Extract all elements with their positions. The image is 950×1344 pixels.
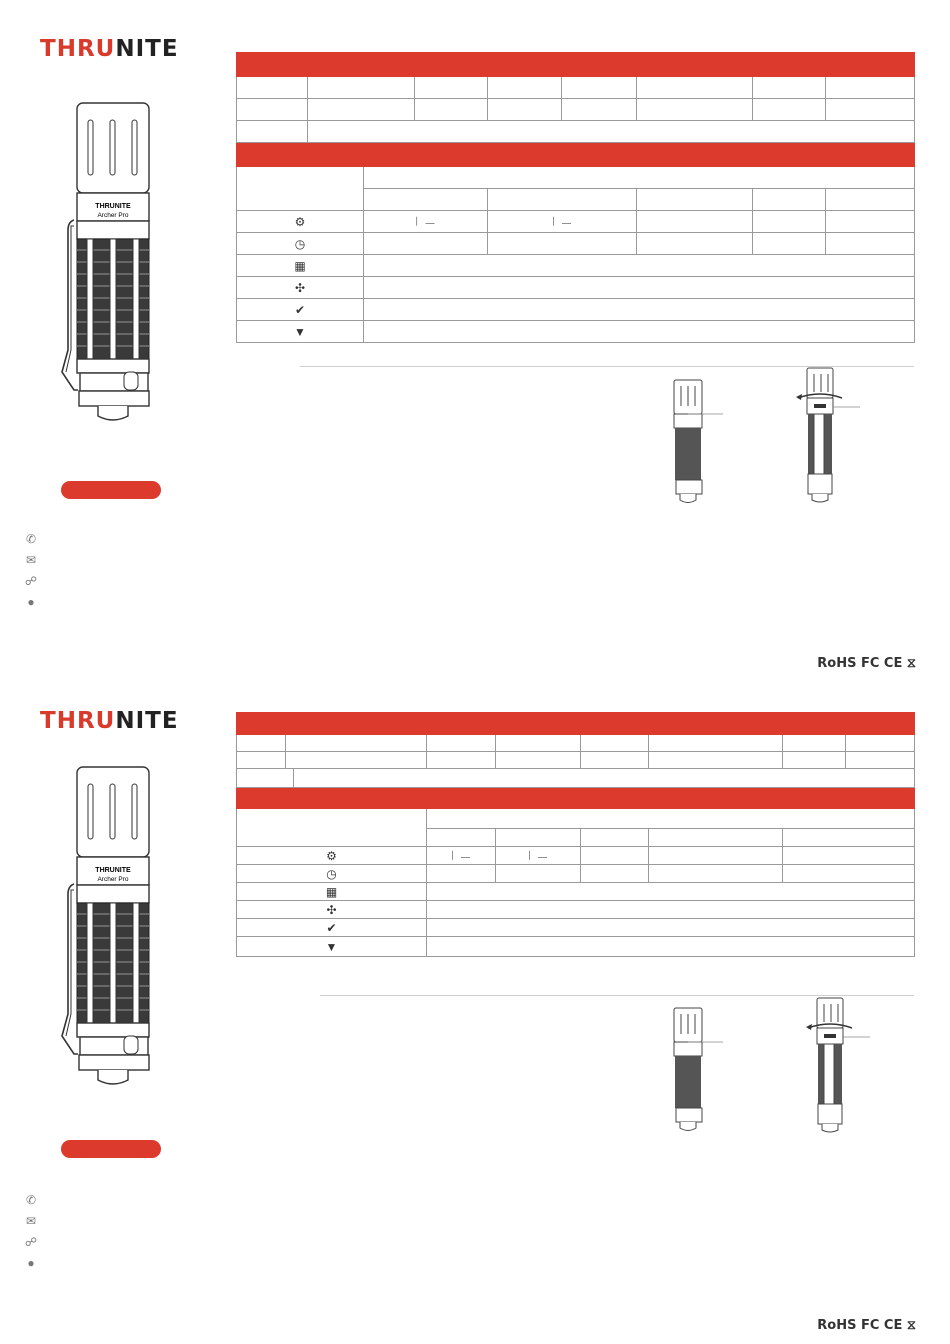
table-cell (237, 99, 308, 121)
step-glyph: ⎸⎼ (416, 216, 435, 226)
brightness-icon: ⚙ (294, 214, 306, 229)
table-cell (753, 99, 826, 121)
table-cell (237, 255, 364, 277)
table-cell (753, 189, 826, 211)
certification-marks: RoHS FC CE ⧖ (817, 656, 916, 671)
spec-page-1 (0, 0, 950, 671)
table-cell (581, 829, 649, 847)
table-cell (826, 99, 915, 121)
brand-logo: THRUNITE (40, 36, 179, 62)
table-cell (415, 77, 488, 99)
table-cell (237, 883, 427, 901)
header-band (237, 713, 915, 735)
table-cell (364, 167, 915, 189)
product-brand-label: THRUNITE (95, 867, 131, 874)
table-cell (427, 937, 915, 957)
table-cell (308, 121, 915, 143)
table-cell (488, 99, 562, 121)
impact-resistance-icon: ▦ (294, 258, 306, 273)
beam-distance-icon: ✣ (326, 902, 337, 917)
table-cell (364, 189, 488, 211)
table-cell (488, 189, 637, 211)
table-cell (237, 847, 427, 865)
diagram-tailcap (668, 1006, 738, 1136)
table-cell (637, 211, 753, 233)
red-label-bar (61, 1140, 161, 1158)
table-cell (427, 901, 915, 919)
section-band (237, 788, 915, 809)
table-cell (496, 829, 581, 847)
table-cell (753, 211, 826, 233)
table-cell (581, 847, 649, 865)
web-icon: ☍ (24, 574, 38, 588)
table-cell (427, 809, 915, 829)
table-cell (488, 77, 562, 99)
table-cell (364, 233, 488, 255)
table-cell (637, 99, 753, 121)
drop-icon: ▼ (325, 939, 338, 954)
header-band (237, 53, 915, 77)
table-cell (846, 735, 915, 752)
water-resistance-icon: ✔ (294, 302, 306, 317)
spec-page-2 (0, 660, 950, 1333)
table-cell (649, 865, 783, 883)
table-cell (637, 233, 753, 255)
table-cell (237, 735, 286, 752)
step-glyph: ⎸⎼ (451, 850, 470, 860)
runtime-icon: ◷ (326, 866, 337, 881)
table-cell (649, 735, 783, 752)
table-cell (637, 77, 753, 99)
table-cell (237, 865, 427, 883)
table-cell (237, 901, 427, 919)
phone-icon: ✆ (25, 1193, 37, 1207)
table-cell (826, 211, 915, 233)
table-cell (237, 809, 427, 847)
step-glyph: ⎸⎼ (552, 216, 571, 226)
table-cell (237, 77, 308, 99)
table-cell (783, 847, 915, 865)
section-band (237, 143, 915, 167)
table-cell (364, 277, 915, 299)
table-cell (427, 847, 496, 865)
table-cell (427, 752, 496, 769)
table-cell (286, 735, 427, 752)
table-cell (237, 919, 427, 937)
table-cell (237, 167, 364, 211)
product-brand-label: THRUNITE (95, 203, 131, 210)
table-cell (826, 77, 915, 99)
table-cell (581, 752, 649, 769)
table-cell (783, 865, 915, 883)
table-cell (637, 189, 753, 211)
table-cell (415, 99, 488, 121)
table-cell (783, 735, 846, 752)
flashlight-illustration (60, 100, 160, 430)
table-cell (562, 99, 637, 121)
table-cell (826, 189, 915, 211)
phone-icon: ✆ (25, 532, 37, 546)
table-cell (364, 321, 915, 343)
table-cell (427, 919, 915, 937)
table-cell (308, 99, 415, 121)
step-glyph: ⎸⎼ (528, 850, 547, 860)
table-cell (496, 847, 581, 865)
table-cell (364, 299, 915, 321)
table-cell (826, 233, 915, 255)
spec-table (236, 52, 915, 343)
web-icon: ☍ (24, 1235, 38, 1249)
table-cell (237, 321, 364, 343)
table-cell (364, 255, 915, 277)
table-cell (581, 735, 649, 752)
table-cell (237, 299, 364, 321)
runtime-icon: ◷ (294, 236, 306, 251)
table-cell (237, 277, 364, 299)
brightness-icon: ⚙ (326, 848, 337, 863)
table-cell (294, 769, 915, 788)
table-cell (846, 752, 915, 769)
product-model-label: Archer Pro (97, 876, 129, 883)
beam-distance-icon: ✣ (294, 280, 306, 295)
table-cell (753, 233, 826, 255)
table-cell (427, 735, 496, 752)
table-cell (237, 211, 364, 233)
table-cell (649, 752, 783, 769)
table-cell (649, 829, 783, 847)
location-icon: ● (27, 1256, 35, 1270)
red-label-bar (61, 481, 161, 499)
table-cell (562, 77, 637, 99)
spec-table (236, 712, 915, 957)
table-cell (649, 847, 783, 865)
impact-resistance-icon: ▦ (325, 884, 338, 899)
location-icon: ● (27, 595, 35, 609)
table-cell (488, 233, 637, 255)
table-cell (488, 211, 637, 233)
flashlight-illustration (60, 764, 160, 1094)
table-cell (427, 829, 496, 847)
table-cell (783, 752, 846, 769)
table-cell (364, 211, 488, 233)
table-cell (237, 121, 308, 143)
drop-icon: ▼ (294, 324, 306, 339)
diagram-clip-rotate (790, 366, 870, 506)
certification-marks: RoHS FC CE ⧖ (817, 1318, 916, 1333)
table-cell (581, 865, 649, 883)
table-cell (753, 77, 826, 99)
table-cell (496, 735, 581, 752)
table-cell (427, 865, 496, 883)
product-model-label: Archer Pro (97, 212, 129, 219)
table-cell (237, 233, 364, 255)
table-cell (286, 752, 427, 769)
table-cell (783, 829, 915, 847)
water-resistance-icon: ✔ (326, 920, 337, 935)
brand-logo: THRUNITE (40, 708, 179, 734)
email-icon: ✉ (25, 1214, 37, 1228)
diagram-clip-rotate (800, 996, 880, 1136)
table-cell (427, 883, 915, 901)
table-cell (308, 77, 415, 99)
table-cell (496, 865, 581, 883)
table-cell (237, 937, 427, 957)
table-cell (237, 769, 294, 788)
table-cell (496, 752, 581, 769)
email-icon: ✉ (25, 553, 37, 567)
diagram-tailcap (668, 378, 738, 508)
table-cell (237, 752, 286, 769)
